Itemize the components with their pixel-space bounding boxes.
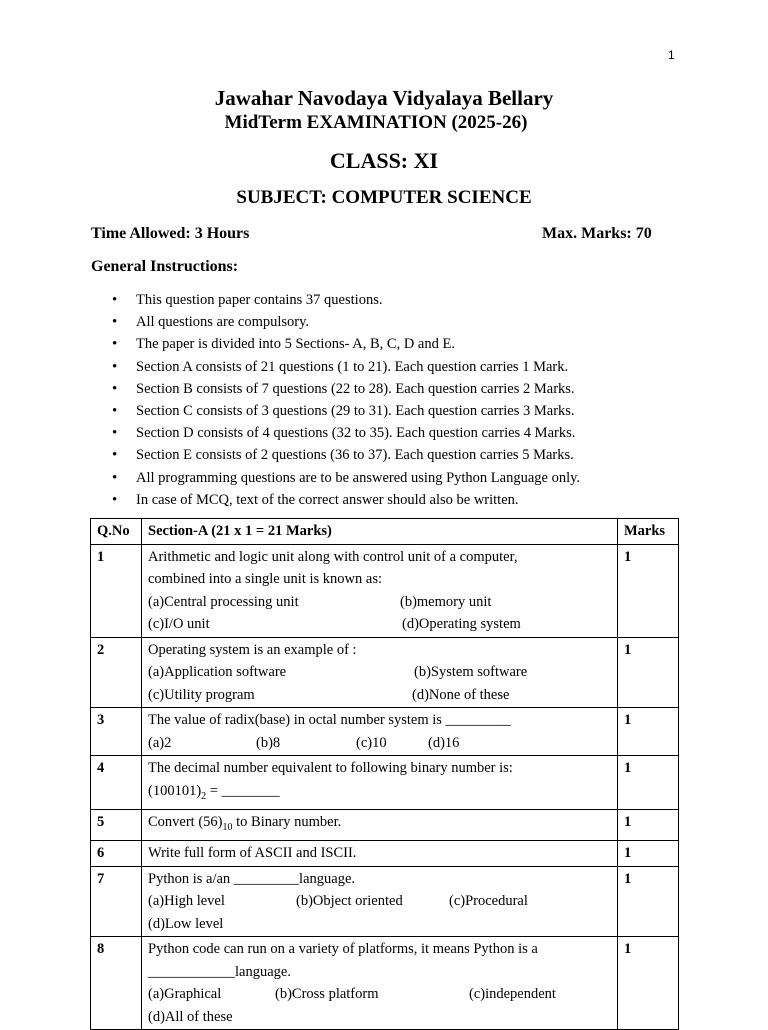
- instruction-item: • This question paper contains 37 questions.: [112, 289, 580, 311]
- instruction-item: • Section D consists of 4 questions (32 to 35). Each question carries 4 Marks.: [112, 422, 580, 444]
- question-number: 7: [91, 866, 142, 937]
- question-text: The decimal number equivalent to following binary number is:: [148, 760, 513, 776]
- school-name: Jawahar Navodaya Vidyalaya Bellary: [214, 86, 554, 110]
- option-row: [148, 913, 611, 936]
- option: (b)8: [256, 734, 281, 751]
- instruction-item: • All questions are compulsory.: [112, 311, 580, 333]
- table-row: [91, 809, 679, 840]
- instruction-item: • Section B consists of 7 questions (22 to 28). Each question carries 2 Marks.: [112, 378, 580, 400]
- question-text-pre: Convert (56): [148, 813, 223, 830]
- question-cell: [142, 756, 618, 810]
- instruction-item: • The paper is divided into 5 Sections- A, B, C, D and E.: [112, 333, 580, 355]
- question-cell: [142, 937, 618, 1030]
- question-text: Write full form of ASCII and ISCII.: [148, 845, 357, 862]
- class-title: CLASS: XI: [329, 148, 439, 173]
- qno-header: Q.No: [91, 519, 142, 545]
- table-row: [91, 708, 679, 756]
- option: (b)Cross platform: [275, 986, 379, 1003]
- option-row: [148, 613, 611, 636]
- question-cell: [142, 637, 618, 708]
- question-number: 1: [91, 544, 142, 637]
- table-row: [91, 866, 679, 937]
- option: (c)Procedural: [449, 893, 528, 910]
- question-text: Python is a/an _________language.: [148, 870, 356, 887]
- question-cell: [142, 544, 618, 637]
- marks-value: 1: [618, 937, 679, 1030]
- table-row: [91, 756, 679, 810]
- answer-blank: = ________: [206, 782, 280, 799]
- table-row: [91, 937, 679, 1030]
- marks-value: 1: [618, 637, 679, 708]
- option: (a)High level: [148, 893, 225, 910]
- option: (d)All of these: [148, 1008, 233, 1025]
- max-marks: Max. Marks: 70: [542, 225, 652, 242]
- question-cell: [142, 708, 618, 756]
- option: (b)Object oriented: [296, 893, 403, 910]
- marks-value: 1: [618, 841, 679, 867]
- marks-value: 1: [618, 866, 679, 937]
- question-text: The value of radix(base) in octal number system is _________: [148, 712, 511, 728]
- question-text-post: to Binary number.: [232, 813, 342, 830]
- option-row: [148, 732, 611, 755]
- option: (c)independent: [469, 986, 556, 1003]
- option-row: [148, 684, 611, 707]
- base-subscript: 2: [201, 790, 207, 802]
- option: (a)Application software: [148, 664, 287, 680]
- question-text: ____________language.: [148, 963, 291, 980]
- option: (c)10: [356, 734, 387, 751]
- option-row: [148, 591, 611, 614]
- marks-value: 1: [618, 809, 679, 840]
- exam-title: MidTerm EXAMINATION (2025-26): [224, 112, 528, 133]
- instruction-item: • Section A consists of 21 questions (1 to 21). Each question carries 1 Mark.: [112, 356, 580, 378]
- option: (d)16: [428, 734, 460, 751]
- time-allowed: Time Allowed: 3 Hours: [91, 225, 250, 242]
- question-number: 8: [91, 937, 142, 1030]
- option-row: [148, 890, 611, 913]
- question-number: 3: [91, 708, 142, 756]
- instruction-item: • Section E consists of 2 questions (36 to 37). Each question carries 5 Marks.: [112, 444, 580, 466]
- instruction-item: • In case of MCQ, text of the correct answer should also be written.: [112, 489, 580, 511]
- page-number: 1: [668, 48, 675, 62]
- instruction-item: • Section C consists of 3 questions (29 to 31). Each question carries 3 Marks.: [112, 400, 580, 422]
- marks-value: 1: [618, 708, 679, 756]
- subject-title: SUBJECT: COMPUTER SCIENCE: [236, 187, 532, 208]
- binary-number: (100101): [148, 782, 202, 799]
- option-row: [148, 983, 611, 1006]
- question-cell: [142, 841, 618, 867]
- option: (a)Central processing unit: [148, 593, 299, 610]
- option: (b)memory unit: [400, 593, 492, 610]
- option-row: [148, 1006, 611, 1029]
- binary-expression: [148, 780, 611, 808]
- question-number: 4: [91, 756, 142, 810]
- marks-value: 1: [618, 756, 679, 810]
- option-row: [148, 661, 611, 684]
- section-header: Section-A (21 x 1 = 21 Marks): [142, 519, 618, 545]
- instructions-list: [112, 289, 580, 511]
- option: (b)System software: [414, 664, 528, 680]
- question-cell: [142, 866, 618, 937]
- question-table: [90, 518, 679, 1030]
- table-row: [91, 637, 679, 708]
- question-text: Python code can run on a variety of platforms, it means Python is a: [148, 941, 538, 958]
- question-text: [148, 811, 611, 839]
- marks-value: 1: [618, 544, 679, 637]
- question-number: 2: [91, 637, 142, 708]
- option: (d)Low level: [148, 915, 224, 932]
- option: (a)Graphical: [148, 986, 222, 1003]
- base-subscript: 10: [222, 821, 233, 833]
- instruction-item: • All programming questions are to be answered using Python Language only.: [112, 467, 580, 489]
- instructions-title: General Instructions:: [91, 258, 239, 275]
- marks-header: Marks: [618, 519, 679, 545]
- option: (c)I/O unit: [148, 616, 210, 632]
- question-number: 6: [91, 841, 142, 867]
- question-number: 5: [91, 809, 142, 840]
- option: (d)None of these: [412, 686, 510, 703]
- question-text: Operating system is an example of :: [148, 641, 357, 658]
- question-cell: [142, 809, 618, 840]
- table-row: [91, 841, 679, 867]
- table-row: [91, 544, 679, 637]
- question-text: Arithmetic and logic unit along with control unit of a computer,: [148, 548, 518, 565]
- option: (a)2: [148, 734, 172, 751]
- table-header-row: [91, 519, 679, 545]
- option: (d)Operating system: [402, 616, 521, 632]
- option: (c)Utility program: [148, 686, 255, 703]
- question-text: combined into a single unit is known as:: [148, 571, 382, 587]
